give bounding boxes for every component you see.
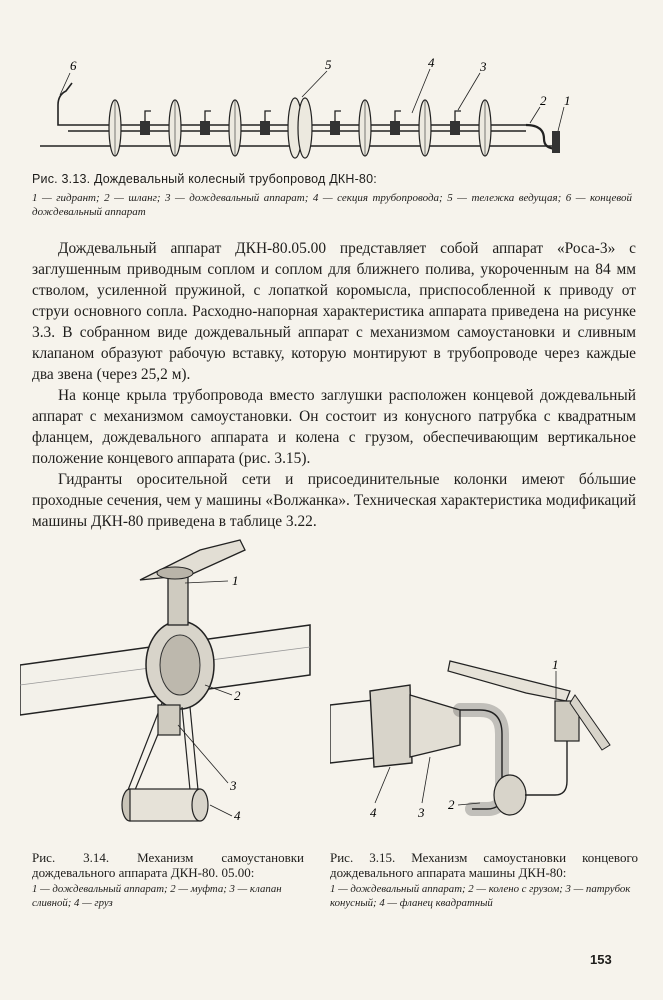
- fig314-callout-1: 1: [232, 573, 239, 588]
- figure-3-15-caption-title: Рис. 3.15. Механизм самоустановки концевого дождевального аппарата машины ДКН-80:: [330, 850, 638, 880]
- figure-3-14-caption-title: Рис. 3.14. Механизм самоустановки дождевального аппарата ДКН-80. 05.00:: [32, 850, 304, 880]
- fig315-callout-2: 2: [448, 797, 455, 812]
- fig315-callout-3: 3: [418, 805, 425, 820]
- fig314-callout-4: 4: [234, 808, 241, 823]
- callout-5: 5: [325, 57, 332, 72]
- callout-3: 3: [480, 59, 487, 74]
- fig315-callout-1: 1: [552, 657, 559, 672]
- fig314-callout-3: 3: [230, 778, 237, 793]
- page-number: 153: [590, 952, 612, 967]
- body-text: [32, 238, 636, 532]
- figure-3-15-caption-legend: 1 — дождевальный аппарат; 2 — колено с грузом; 3 — патрубок конусный; 4 — фланец квадратный: [330, 883, 631, 909]
- figure-3-14-caption: [32, 850, 304, 910]
- callout-1: 1: [564, 93, 571, 108]
- paragraph-1: Дождевальный аппарат ДКН-80.05.00 представляет собой аппарат «Роса-3» с заглушенным приводным соплом и соплом для ближнего полива, укороченным на 84 мм стволом, усиленной пружиной, с лопаткой коромысла, приспособленной к приводу от струи основного сопла. Расходно-напорная характеристика аппарата приведена на рисунке 3.3. В собранном виде дождевальный аппарат с механизмом самоустановки и сливным клапаном образуют рабочую вставку, которую монтируют в трубопроводе через каждые два звена (через 25,2 м).: [32, 240, 636, 383]
- figure-3-13-drawing: [40, 55, 630, 167]
- figure-3-15-caption: [330, 850, 638, 910]
- figure-3-14-caption-legend: 1 — дождевальный аппарат; 2 — муфта; 3 — клапан сливной; 4 — груз: [32, 883, 282, 909]
- paragraph-3: Гидранты оросительной сети и присоединительные колонки имеют бóльшие проходные сечения, чем у машины «Волжанка». Техническая характеристика модификаций машины ДКН-80 приведена в таблице 3.22.: [32, 471, 636, 530]
- paragraph-2: На конце крыла трубопровода вместо заглушки расположен концевой дождевальный аппарат с механизмом самоустановки. Он состоит из конусного патрубка с квадратным фланцем, дождевального аппарата и колена с грузом, обеспечивающим вертикальное положение концевого аппарата (рис. 3.15).: [32, 387, 636, 467]
- figure-3-14-drawing: [20, 535, 320, 835]
- figure-3-13-caption-title: Рис. 3.13. Дождевальный колесный трубопровод ДКН-80:: [32, 172, 377, 186]
- callout-4: 4: [428, 55, 435, 70]
- fig315-callout-4: 4: [370, 805, 377, 820]
- callout-2: 2: [540, 93, 547, 108]
- fig314-callout-2: 2: [234, 688, 241, 703]
- figure-3-13-caption-legend: 1 — гидрант; 2 — шланг; 3 — дождевальный аппарат; 4 — секция трубопровода; 5 — тележка ведущая; 6 — концевой дождевальный аппарат: [32, 192, 632, 218]
- figure-3-15-drawing: [330, 655, 630, 835]
- callout-6: 6: [70, 58, 77, 73]
